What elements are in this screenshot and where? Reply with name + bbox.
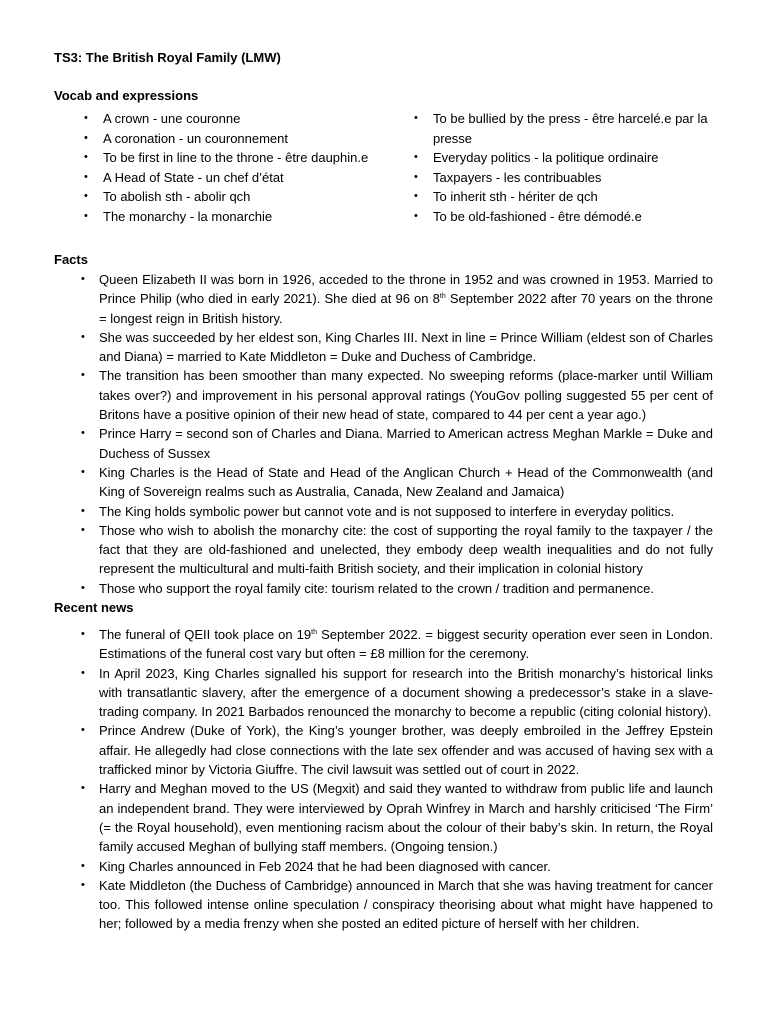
list-item: • Prince Harry = second son of Charles and Diana. Married to American actress Meghan Markle = Duke and Duchess of Sussex [99,424,713,463]
fact-text-end: September 2022 after 70 years on the throne = longest reign in British history. [99,291,713,326]
list-item: • Those who wish to abolish the monarchy cite: the cost of supporting the royal family to the taxpayer / the fact that they are old-fashioned and unelected, they embody deep wealth inequalities and do not fully represent the multicultural and multi-faith British society, and their implication in colonial history [99,521,713,579]
list-item: • To inherit sth - hériter de qch [433,187,718,207]
list-item: • To be first in line to the throne - être dauphin.e [103,148,403,168]
vocab-heading: Vocab and expressions [54,88,199,103]
list-item: • Prince Andrew (Duke of York), the King’s younger brother, was deeply embroiled in the Jeffrey Epstein affair. He allegedly had close connections with the late sex offender and was accused of having sex with a trafficked minor by Victoria Giuffre. The civil lawsuit was settled out of court in 2022. [99,721,713,779]
list-item: • Kate Middleton (the Duchess of Cambridge) announced in March that she was having treatment for cancer too. This followed intense online speculation / conspiracy theorising about what might have happened to her; followed by a media frenzy when she posted an edited picture of herself with her children. [99,876,713,934]
news-list [99,625,713,934]
document-title: TS3: The British Royal Family (LMW) [54,50,281,65]
superscript: th [311,629,317,636]
list-item: • Those who support the royal family cite: tourism related to the crown / tradition and permanence. [99,579,713,598]
list-item: • A crown - une couronne [103,109,403,129]
list-item [99,270,713,328]
news-text: The funeral of QEII took place on 19 [99,627,312,642]
list-item: • The transition has been smoother than many expected. No sweeping reforms (place-marker until William takes over?) and improvement in his personal approval ratings (YouGov polling suggested 55 per cent of Britons have a positive opinion of their new head of state, compared to 44 per cent a year ago.) [99,366,713,424]
list-item [99,625,713,664]
news-heading: Recent news [54,600,134,615]
list-item: • To be bullied by the press - être harcelé.e par la presse [433,109,718,148]
list-item: • She was succeeded by her eldest son, King Charles III. Next in line = Prince William (eldest son of Charles and Diana) = married to Kate Middleton = Duke and Duchess of Cambridge. [99,328,713,367]
vocab-list-right [433,109,718,226]
superscript: th [439,293,446,301]
list-item: • The King holds symbolic power but cannot vote and is not supposed to interfere in everyday politics. [99,502,713,521]
list-item: • The monarchy - la monarchie [103,207,403,227]
vocab-list-left [103,109,403,226]
fact-text: Queen Elizabeth II was born in 1926, acceded to the throne in 1952 and was crowned in 1953. Married to Prince Philip (who died in early 2021). She died at 96 on 8 [99,272,713,307]
facts-list [99,270,713,598]
list-item: • King Charles announced in Feb 2024 that he had been diagnosed with cancer. [99,857,713,876]
facts-heading: Facts [54,252,88,267]
list-item: • A Head of State - un chef d’état [103,168,403,188]
list-item: • To abolish sth - abolir qch [103,187,403,207]
list-item: • Everyday politics - la politique ordinaire [433,148,718,168]
news-text-end: September 2022. = biggest security operation ever seen in London. Estimations of the funeral cost vary but often = £8 million for the ceremony. [99,627,714,662]
list-item: • To be old-fashioned - être démodé.e [433,207,718,227]
list-item: • Harry and Meghan moved to the US (Megxit) and said they wanted to withdraw from public life and launch an independent brand. They were interviewed by Oprah Winfrey in March and harshly criticised ‘The Firm’ (= the Royal household), even mentioning racism about the colour of their baby’s skin. In return, the Royal family accused Meghan of bullying staff members. (Ongoing tension.) [99,779,713,856]
list-item: • King Charles is the Head of State and Head of the Anglican Church + Head of the Commonwealth (and King of Sovereign realms such as Australia, Canada, New Zealand and Jamaica) [99,463,713,502]
list-item: • Taxpayers - les contribuables [433,168,718,188]
list-item: • A coronation - un couronnement [103,129,403,149]
list-item: • In April 2023, King Charles signalled his support for research into the British monarchy’s historical links with transatlantic slavery, after the emergence of a document showing a predecessor’s stake in a slave-trading company. In 2021 Barbados renounced the monarchy to become a republic (citing colonial history). [99,664,713,722]
